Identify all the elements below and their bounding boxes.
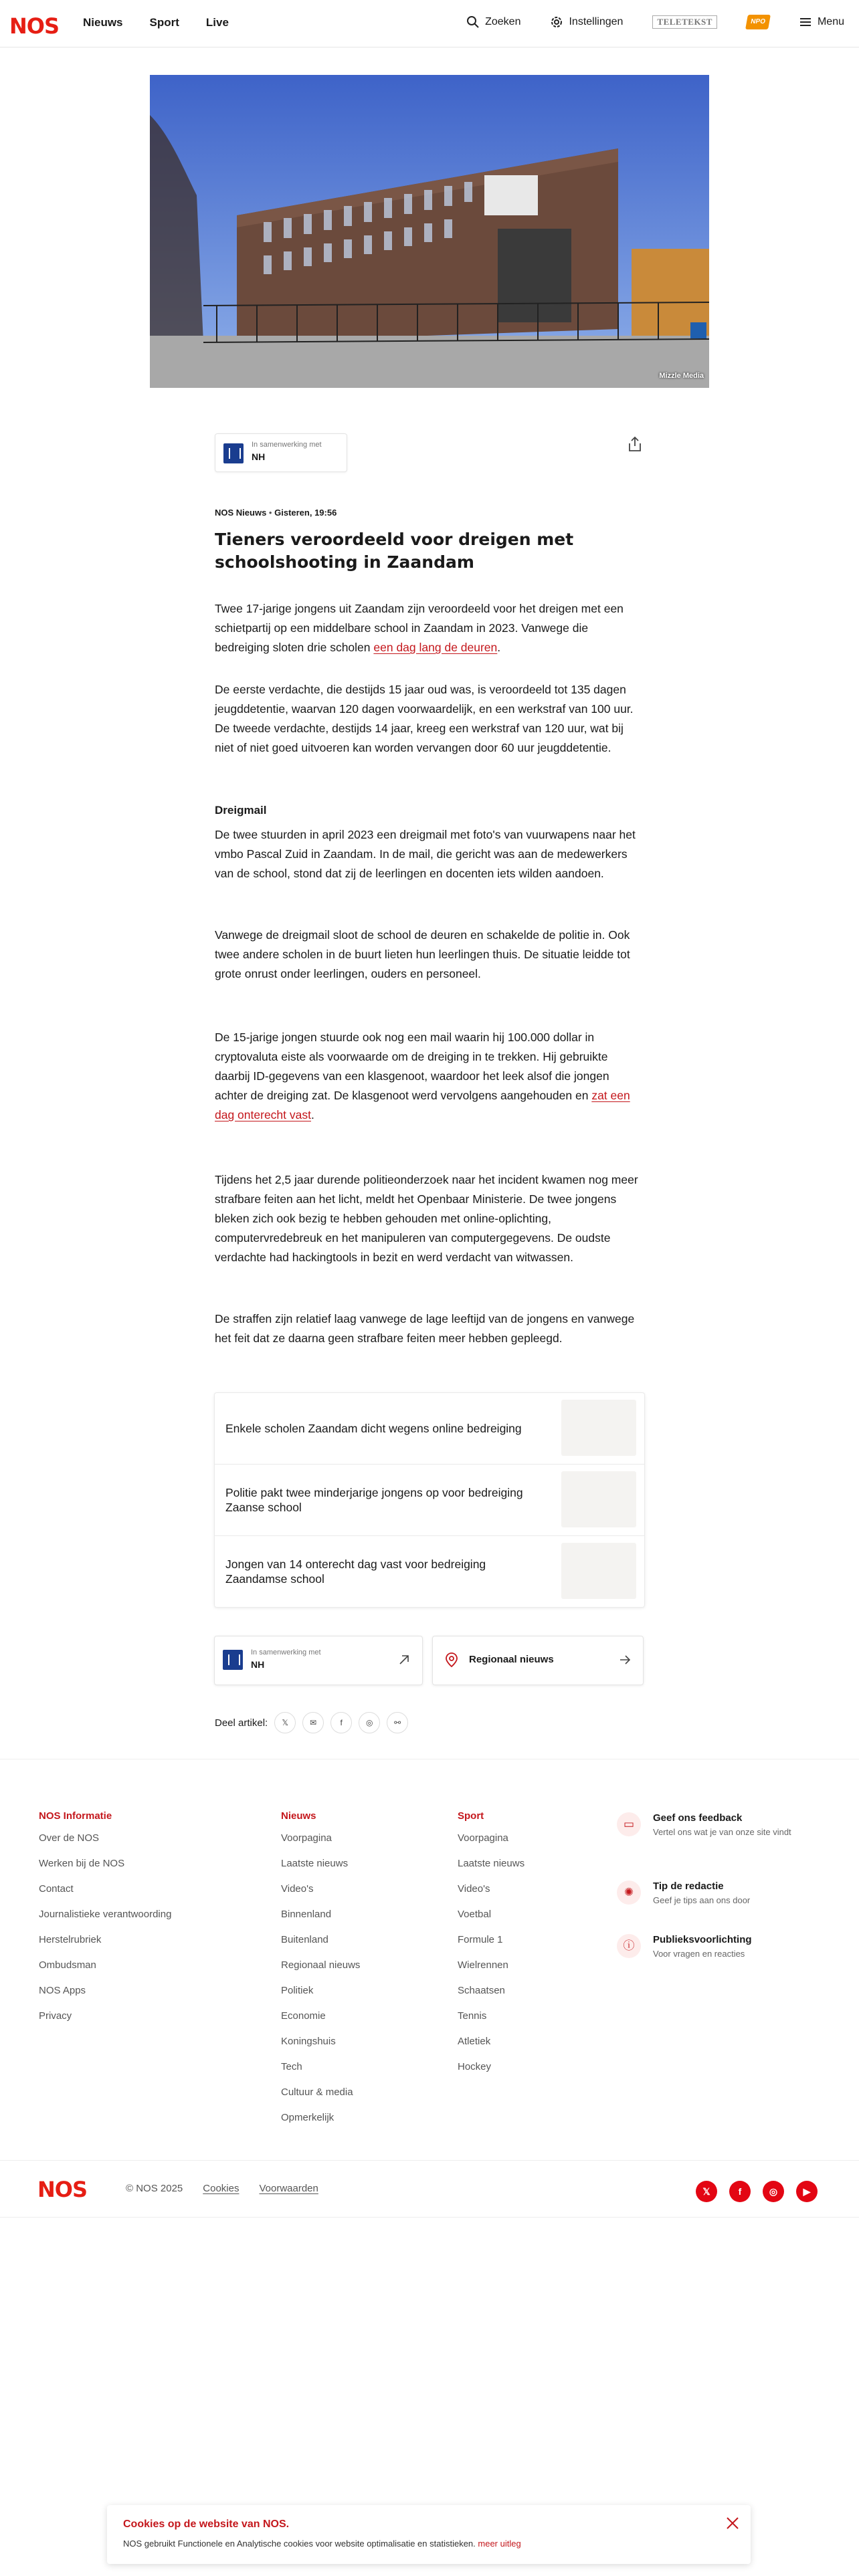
- info-icon: ⓘ: [617, 1934, 641, 1958]
- x-icon[interactable]: 𝕏: [696, 2181, 717, 2202]
- article-source: NOS Nieuws: [215, 508, 267, 518]
- cookie-text: NOS gebruikt Functionele en Analytische cookies voor website optimalisatie en statistieken. meer uitleg: [123, 2539, 521, 2549]
- cookies-link[interactable]: Cookies: [203, 2183, 240, 2194]
- footer-link[interactable]: Politiek: [281, 1985, 314, 1996]
- footer-link[interactable]: Formule 1: [458, 1934, 503, 1945]
- npo-logo[interactable]: NPO: [745, 15, 771, 29]
- cookie-banner: [107, 2505, 751, 2564]
- teletekst-link[interactable]: TELETEKST: [652, 15, 717, 29]
- search-button[interactable]: Zoeken: [466, 15, 520, 29]
- email-share-icon[interactable]: ✉: [302, 1712, 324, 1733]
- nos-logo[interactable]: NOS: [9, 13, 60, 39]
- share-label: Deel artikel:: [215, 1717, 268, 1729]
- paragraph-2: De eerste verdachte, die destijds 15 jaar oud was, is veroordeeld tot 135 dagen jeugddetentie, waarvan 120 dagen voorwaardelijk, en een werkstraf van 100 uur. De tweede verdachte, destijds 14 jaar, kreeg een werkstraf van 120 uur, wat bij niet of niet goed uitvoeren kan worden vervangen door 60 uur jeugddetentie.: [215, 683, 634, 754]
- x-share-icon[interactable]: 𝕏: [274, 1712, 296, 1733]
- footer-link[interactable]: Opmerkelijk: [281, 2112, 335, 2123]
- paragraph-4: Vanwege de dreigmail sloot de school de deuren en schakelde de politie in. Ook twee andere scholen in de buurt lieten hun leerlingen thuis. De situatie leidde tot grote onrust onder leerlingen, ouders en personeel.: [215, 928, 630, 980]
- footer-link[interactable]: Herstelrubriek: [39, 1934, 102, 1945]
- main-nav: [83, 16, 229, 29]
- subheading-dreigmail: Dreigmail: [215, 804, 267, 817]
- partner-caption: In samenwerking met: [252, 441, 322, 449]
- paragraph-7: De straffen zijn relatief laag vanwege de lage leeftijd van de jongens en vanwege het feit dat ze daarna geen strafbare feiten meer hebben gepleegd.: [215, 1312, 635, 1345]
- footer-link[interactable]: Ombudsman: [39, 1959, 96, 1971]
- footer-link[interactable]: Koningshuis: [281, 2036, 336, 2047]
- footer-bottom-bar: [0, 2160, 859, 2218]
- related-item[interactable]: Enkele scholen Zaandam dicht wegens online bedreiging: [215, 1393, 644, 1465]
- footer-link[interactable]: Werken bij de NOS: [39, 1858, 125, 1869]
- menu-button[interactable]: Menu: [799, 15, 844, 29]
- footer-link[interactable]: Schaatsen: [458, 1985, 505, 1996]
- facebook-share-icon[interactable]: f: [330, 1712, 352, 1733]
- regional-news-card[interactable]: Regionaal nieuws: [432, 1636, 644, 1685]
- footer-link[interactable]: Voorpagina: [458, 1832, 508, 1844]
- gear-icon: [550, 15, 563, 29]
- location-pin-icon: [445, 1652, 458, 1667]
- footer-col-sport: Sport Voorpagina Laatste nieuws Video's Voetbal Formule 1 Wielrennen Schaatsen Tennis Atletiek Hockey: [458, 1810, 524, 2084]
- chat-icon: ▭: [617, 1812, 641, 1836]
- footer-col-nieuws: Nieuws Voorpagina Laatste nieuws Video's Binnenland Buitenland Regionaal nieuws Politiek Economie Koningshuis Tech Cultuur & media Opmerkelijk: [281, 1810, 360, 2135]
- footer-link[interactable]: Buitenland: [281, 1934, 328, 1945]
- external-arrow-icon: [398, 1654, 410, 1666]
- footer-link[interactable]: Cultuur & media: [281, 2086, 353, 2098]
- footer-link[interactable]: Contact: [39, 1883, 74, 1895]
- link-dag-dicht[interactable]: een dag lang de deuren: [373, 641, 498, 654]
- paragraph-5: De 15-jarige jongen stuurde ook nog een mail waarin hij 100.000 dollar in cryptovaluta eiste als voorwaarde om de dreiging in te trekken. Hij gebruikte daarbij ID-gegevens van een klasgenoot, waardoor het leek alsof die jongen achter de dreiging zat. De klasgenoot werd vervolgens aangehouden en zat een dag onterecht vast.: [215, 1031, 630, 1121]
- article-title: Tieners veroordeeld voor dreigen met schoolshooting in Zaandam: [215, 530, 574, 572]
- link-onterecht-vast[interactable]: zat een dag onterecht vast: [215, 1089, 630, 1121]
- footer-nos-logo[interactable]: NOS: [37, 2177, 88, 2202]
- related-thumbnail: [561, 1543, 636, 1599]
- nav-sport[interactable]: Sport: [149, 16, 179, 29]
- instagram-icon[interactable]: ◎: [763, 2181, 784, 2202]
- nav-live[interactable]: Live: [205, 16, 229, 29]
- partner-badge[interactable]: [215, 433, 347, 472]
- cookie-title: Cookies op de website van NOS.: [123, 2518, 290, 2530]
- facebook-icon[interactable]: f: [729, 2181, 751, 2202]
- related-thumbnail: [561, 1400, 636, 1456]
- share-icon[interactable]: [628, 436, 642, 452]
- share-row: [215, 1712, 408, 1733]
- footer-link[interactable]: NOS Apps: [39, 1985, 86, 1996]
- youtube-icon[interactable]: ▶: [796, 2181, 818, 2202]
- paragraph-3: De twee stuurden in april 2023 een dreigmail met foto's van vuurwapens naar het vmbo Pascal Zuid in Zaandam. In de mail, die gericht was aan de medewerkers van de school, stond dat zij de leerlingen en docenten iets wilden aandoen.: [215, 828, 636, 880]
- nh-logo: [223, 1650, 243, 1670]
- footer-link[interactable]: Atletiek: [458, 2036, 491, 2047]
- terms-link[interactable]: Voorwaarden: [259, 2183, 318, 2194]
- hamburger-icon: [799, 15, 812, 29]
- school-building-photo: [150, 75, 709, 388]
- header-actions: [466, 15, 844, 29]
- search-icon: [466, 15, 480, 29]
- social-links: [696, 2181, 818, 2202]
- feedback-box[interactable]: ▭ Geef ons feedback Vertel ons wat je van onze site vindt: [617, 1812, 831, 1856]
- settings-button[interactable]: Instellingen: [550, 15, 623, 29]
- footer-link[interactable]: Regionaal nieuws: [281, 1959, 361, 1971]
- paragraph-1: Twee 17-jarige jongens uit Zaandam zijn veroordeeld voor het dreigen met een schietpartij op een middelbare school in Zaandam in 2023. Vanwege die bedreiging sloten drie scholen een dag lang de deuren.: [215, 602, 624, 654]
- paragraph-6: Tijdens het 2,5 jaar durende politieonderzoek naar het incident kwamen nog meer strafbare feiten aan het licht, meldt het Openbaar Ministerie. De twee jongens bleken zich ook bezig te hebben gehouden met online-oplichting, computervredebreuk en het manipuleren van computergegevens. De oudste verdachte had hackingtools in bezit en werd verdacht van witwassen.: [215, 1173, 638, 1264]
- close-icon[interactable]: [724, 2514, 741, 2532]
- footer-link[interactable]: Journalistieke verantwoording: [39, 1909, 172, 1920]
- bottom-cards: [214, 1636, 644, 1684]
- nav-nieuws[interactable]: Nieuws: [83, 16, 123, 29]
- footer-link[interactable]: Laatste nieuws: [458, 1858, 525, 1869]
- footer-link[interactable]: Laatste nieuws: [281, 1858, 349, 1869]
- footer-link[interactable]: Privacy: [39, 2010, 72, 2022]
- related-item[interactable]: Politie pakt twee minderjarige jongens op voor bedreiging Zaanse school: [215, 1465, 644, 1536]
- footer-link[interactable]: Wielrennen: [458, 1959, 508, 1971]
- hero-image: [150, 75, 709, 388]
- footer-link[interactable]: Voorpagina: [281, 1832, 332, 1844]
- related-articles: [214, 1392, 645, 1608]
- footer-link[interactable]: Economie: [281, 2010, 326, 2022]
- tip-box[interactable]: ✺ Tip de redactie Geef je tips aan ons door: [617, 1881, 831, 1925]
- nh-partner-card[interactable]: In samenwerking met NH: [214, 1636, 423, 1685]
- related-thumbnail: [561, 1471, 636, 1527]
- footer-link[interactable]: Tennis: [458, 2010, 487, 2022]
- whatsapp-share-icon[interactable]: ◎: [359, 1712, 380, 1733]
- footer-link[interactable]: Over de NOS: [39, 1832, 100, 1844]
- footer-link[interactable]: Binnenland: [281, 1909, 332, 1920]
- footer-link[interactable]: Voetbal: [458, 1909, 492, 1920]
- article-meta: NOS Nieuws • Gisteren, 19:56: [215, 508, 337, 518]
- footer-link[interactable]: Tech: [281, 2061, 302, 2072]
- footer-link[interactable]: Hockey: [458, 2061, 492, 2072]
- info-box[interactable]: ⓘ Publieksvoorlichting Voor vragen en reacties: [617, 1934, 831, 1978]
- partner-name: NH: [252, 451, 266, 462]
- link-share-icon[interactable]: ⚯: [387, 1712, 408, 1733]
- nh-logo: [223, 443, 244, 463]
- photo-credit: Mizzle Media: [659, 372, 704, 380]
- footer-link[interactable]: Video's: [281, 1883, 314, 1895]
- related-item[interactable]: Jongen van 14 onterecht dag vast voor bedreiging Zaandamse school: [215, 1536, 644, 1607]
- cookie-more-link[interactable]: meer uitleg: [478, 2539, 521, 2549]
- arrow-right-icon: [619, 1654, 631, 1666]
- footer-link[interactable]: Video's: [458, 1883, 490, 1895]
- site-header: [0, 0, 859, 47]
- footer-col-info: NOS Informatie Over de NOS Werken bij de NOS Contact Journalistieke verantwoording Herstelrubriek Ombudsman NOS Apps Privacy: [39, 1810, 171, 2033]
- lightbulb-icon: ✺: [617, 1881, 641, 1905]
- footer-legal: © NOS 2025 Cookies Voorwaarden: [126, 2183, 318, 2194]
- article-time: Gisteren, 19:56: [274, 508, 337, 518]
